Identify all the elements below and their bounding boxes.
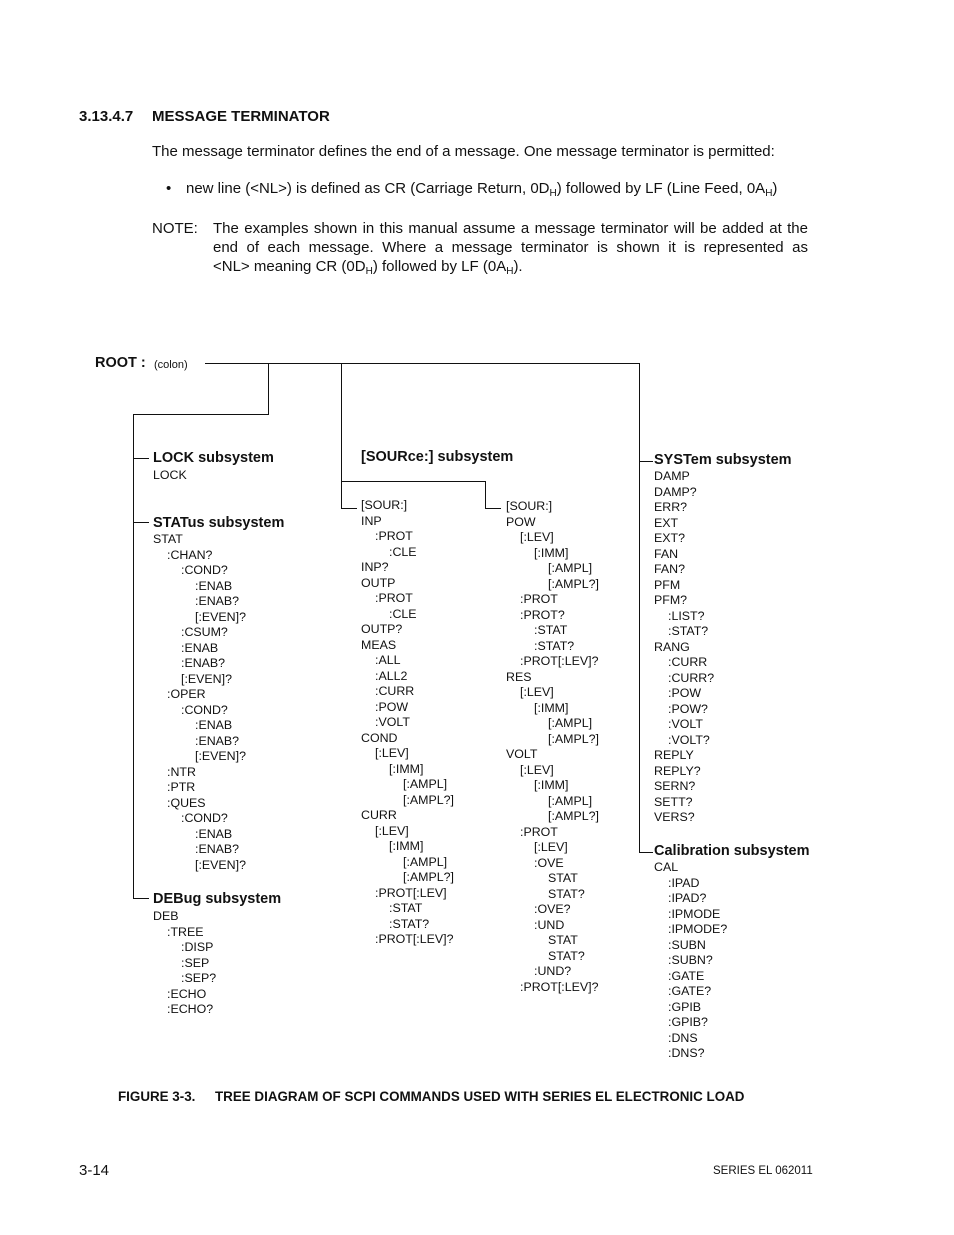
command-item: [:LEV] [520, 530, 554, 544]
connector [341, 363, 342, 509]
command-item: :PROT[:LEV]? [520, 654, 599, 668]
command-item: [:AMPL] [548, 716, 593, 730]
connector [133, 522, 149, 523]
command-item: [:EVEN]? [195, 857, 246, 872]
command-item: [:AMPL] [403, 854, 448, 869]
command-item: REPLY? [654, 763, 701, 778]
command-item: STAT? [548, 886, 585, 901]
command-item: :UND [534, 917, 565, 932]
command-item: :PROT [520, 824, 558, 839]
command-item: :ECHO [167, 986, 207, 1001]
note-line-1: The examples shown in this manual assume a message terminator will be added at the [213, 220, 808, 237]
lock-command: LOCK [153, 468, 187, 482]
command-item: :TREE [167, 924, 204, 939]
command-item: [:AMPL?] [548, 576, 599, 591]
command-item: :SEP [181, 955, 210, 970]
lock-subsystem-title: LOCK subsystem [153, 450, 274, 466]
calibration-subsystem-title: Calibration subsystem [654, 843, 810, 859]
command-item: :OVE [534, 855, 564, 870]
command-item: :IPMODE [668, 906, 721, 921]
command-item: MEAS [361, 637, 397, 652]
section-title: MESSAGE TERMINATOR [152, 108, 330, 125]
command-item: :POW [375, 699, 409, 714]
note-label: NOTE: [152, 220, 198, 237]
command-item: :POW [668, 686, 702, 700]
root-connector [205, 363, 639, 364]
command-item: OUTP [361, 575, 396, 590]
connector [485, 508, 501, 509]
command-item: CAL [654, 860, 679, 874]
command-item: :DNS [668, 1030, 698, 1045]
command-item: :STAT? [534, 638, 575, 653]
connector [639, 363, 640, 853]
command-item: :CLE [389, 544, 417, 559]
command-item: FAN [654, 546, 679, 561]
command-item: :OVE? [534, 902, 571, 916]
command-item: FAN? [654, 562, 685, 576]
command-item: :ENAB? [195, 733, 240, 748]
command-item: PFM? [654, 593, 688, 607]
root-label: ROOT : [95, 355, 146, 371]
system-subsystem-title: SYSTem subsystem [654, 452, 792, 468]
command-item: :CHAN? [167, 547, 213, 562]
command-item: :STAT [534, 623, 568, 637]
command-item: [:IMM] [534, 700, 569, 715]
note-line-3: <NL> meaning CR $(0D_H)$ followed by LF $(0A_H)$. [213, 258, 523, 277]
intro-paragraph: The message terminator defines the end of a message. One message terminator is permitted: [152, 143, 775, 160]
command-item: :PROT [375, 591, 413, 605]
command-item: PFM [654, 577, 681, 592]
command-item: :SUBN? [668, 953, 713, 967]
command-item: [:LEV] [520, 685, 554, 699]
command-item: [:EVEN]? [195, 609, 246, 624]
command-item: DEB [153, 909, 179, 923]
command-item: :ENAB [195, 826, 233, 841]
command-item: :VOLT [375, 715, 410, 729]
command-item: SERN? [654, 779, 696, 793]
status-subsystem-title: STATus subsystem [153, 515, 285, 531]
command-item: [:IMM] [389, 839, 424, 853]
command-item: [:AMPL] [548, 561, 593, 575]
connector [485, 481, 486, 509]
command-item: :PROT[:LEV] [375, 885, 447, 900]
command-item: :SEP? [181, 971, 217, 985]
command-item: :PROT[:LEV]? [375, 932, 454, 946]
command-item: :IPMODE? [668, 922, 728, 936]
command-item: ERR? [654, 500, 688, 514]
command-item: :QUES [167, 795, 206, 810]
command-item: :DNS? [668, 1046, 705, 1060]
command-item: :CURR [375, 684, 415, 698]
connector [341, 508, 357, 509]
command-item: [:IMM] [534, 545, 569, 560]
command-item: INP [361, 513, 382, 528]
command-item: STAT [548, 933, 578, 947]
command-item: :ALL [375, 653, 401, 667]
command-item: :POW? [668, 701, 708, 716]
command-item: [SOUR:] [361, 498, 408, 512]
command-item: CURR [361, 808, 397, 822]
command-item: RES [506, 669, 532, 684]
command-item: INP? [361, 560, 389, 574]
command-item: RANG [654, 639, 690, 654]
page-number: 3-14 [79, 1162, 110, 1179]
command-item: EXT? [654, 531, 685, 545]
command-item: OUTP? [361, 622, 403, 636]
command-item: :PROT? [520, 607, 565, 622]
command-item: [:AMPL] [548, 793, 593, 808]
command-item: :STAT? [389, 916, 430, 931]
command-item: :PROT [520, 592, 558, 606]
command-item: :VOLT? [668, 732, 710, 747]
connector [639, 852, 653, 853]
command-item: :GATE? [668, 984, 712, 998]
command-item: [:LEV] [534, 840, 568, 854]
debug-subsystem-title: DEBug subsystem [153, 891, 282, 907]
command-item: :OPER [167, 687, 206, 701]
command-item: POW [506, 514, 536, 529]
command-item: :NTR [167, 764, 196, 779]
connector [133, 458, 149, 459]
command-item: :PROT[:LEV]? [520, 979, 599, 994]
command-item: :CURR [668, 655, 708, 669]
command-item: :GPIB [668, 999, 702, 1014]
command-item: :ENAB [195, 578, 233, 593]
command-item: :COND? [181, 702, 228, 717]
command-item: [:EVEN]? [195, 749, 246, 763]
command-item: STAT [153, 532, 183, 546]
command-item: SETT? [654, 794, 693, 809]
command-item: :GPIB? [668, 1015, 708, 1029]
command-item: :LIST? [668, 608, 705, 623]
command-item: :PROT [375, 529, 413, 543]
command-item: [:AMPL?] [403, 792, 454, 807]
command-item: :ENAB? [195, 842, 240, 856]
command-item: VERS? [654, 810, 695, 824]
command-item: :ALL2 [375, 668, 408, 683]
command-item: [:EVEN]? [181, 671, 232, 686]
command-item: [SOUR:] [506, 499, 553, 513]
command-item: :ENAB? [181, 656, 226, 670]
command-item: :SUBN [668, 937, 706, 952]
command-item: REPLY [654, 748, 694, 762]
connector [133, 414, 269, 415]
command-item: :STAT [389, 901, 423, 915]
command-item: :CLE [389, 606, 417, 621]
command-item: :CSUM? [181, 625, 228, 639]
command-item: :ENAB [181, 640, 219, 655]
command-item: :ENAB? [195, 594, 240, 608]
bullet-text: new line (<NL>) is defined as CR (Carriage Return, $0D_H$) followed by LF (Line Feed, $0A_H$) [186, 180, 778, 199]
command-item: STAT [548, 871, 578, 885]
command-item: DAMP? [654, 484, 697, 499]
section-number: 3.13.4.7 [79, 108, 134, 125]
command-item: [:IMM] [389, 761, 424, 776]
connector [268, 363, 269, 415]
connector [133, 898, 149, 899]
root-note: (colon) [154, 359, 188, 371]
command-item: :IPAD? [668, 891, 707, 905]
command-item: :PTR [167, 780, 196, 794]
command-item: [:AMPL?] [403, 870, 454, 884]
command-item: :COND? [181, 811, 228, 825]
note-line-2: end of each message. Where a message terminator is shown it is represented as [213, 239, 808, 256]
command-item: :ECHO? [167, 1002, 214, 1016]
command-item: [:LEV] [375, 823, 409, 838]
command-item: :STAT? [668, 624, 709, 638]
source-subsystem-title: [SOURce:] subsystem [361, 449, 514, 465]
command-item: :GATE [668, 968, 705, 983]
command-item: :ENAB [195, 718, 233, 732]
command-item: :IPAD [668, 875, 700, 890]
command-item: [:LEV] [375, 746, 409, 760]
command-item: VOLT [506, 747, 538, 761]
document-id: SERIES EL 062011 [713, 1165, 813, 1177]
command-item: [:LEV] [520, 762, 554, 777]
command-item: [:AMPL?] [548, 731, 599, 746]
command-item: DAMP [654, 469, 690, 483]
command-item: :VOLT [668, 717, 703, 731]
command-item: STAT? [548, 948, 585, 963]
command-item: :CURR? [668, 670, 715, 685]
figure-label: FIGURE 3-3. [118, 1089, 196, 1104]
command-item: [:IMM] [534, 778, 569, 792]
command-item: :UND? [534, 964, 572, 978]
figure-title: TREE DIAGRAM OF SCPI COMMANDS USED WITH SERIES EL ELECTRONIC LOAD [215, 1089, 745, 1104]
command-item: [:AMPL?] [548, 809, 599, 823]
command-item: :COND? [181, 563, 228, 577]
bullet-marker: • [166, 180, 172, 197]
connector [639, 461, 653, 462]
connector [133, 414, 134, 899]
command-item: [:AMPL] [403, 777, 448, 791]
command-item: COND [361, 730, 398, 745]
command-item: EXT [654, 515, 679, 530]
connector [341, 481, 486, 482]
command-item: :DISP [181, 940, 214, 954]
